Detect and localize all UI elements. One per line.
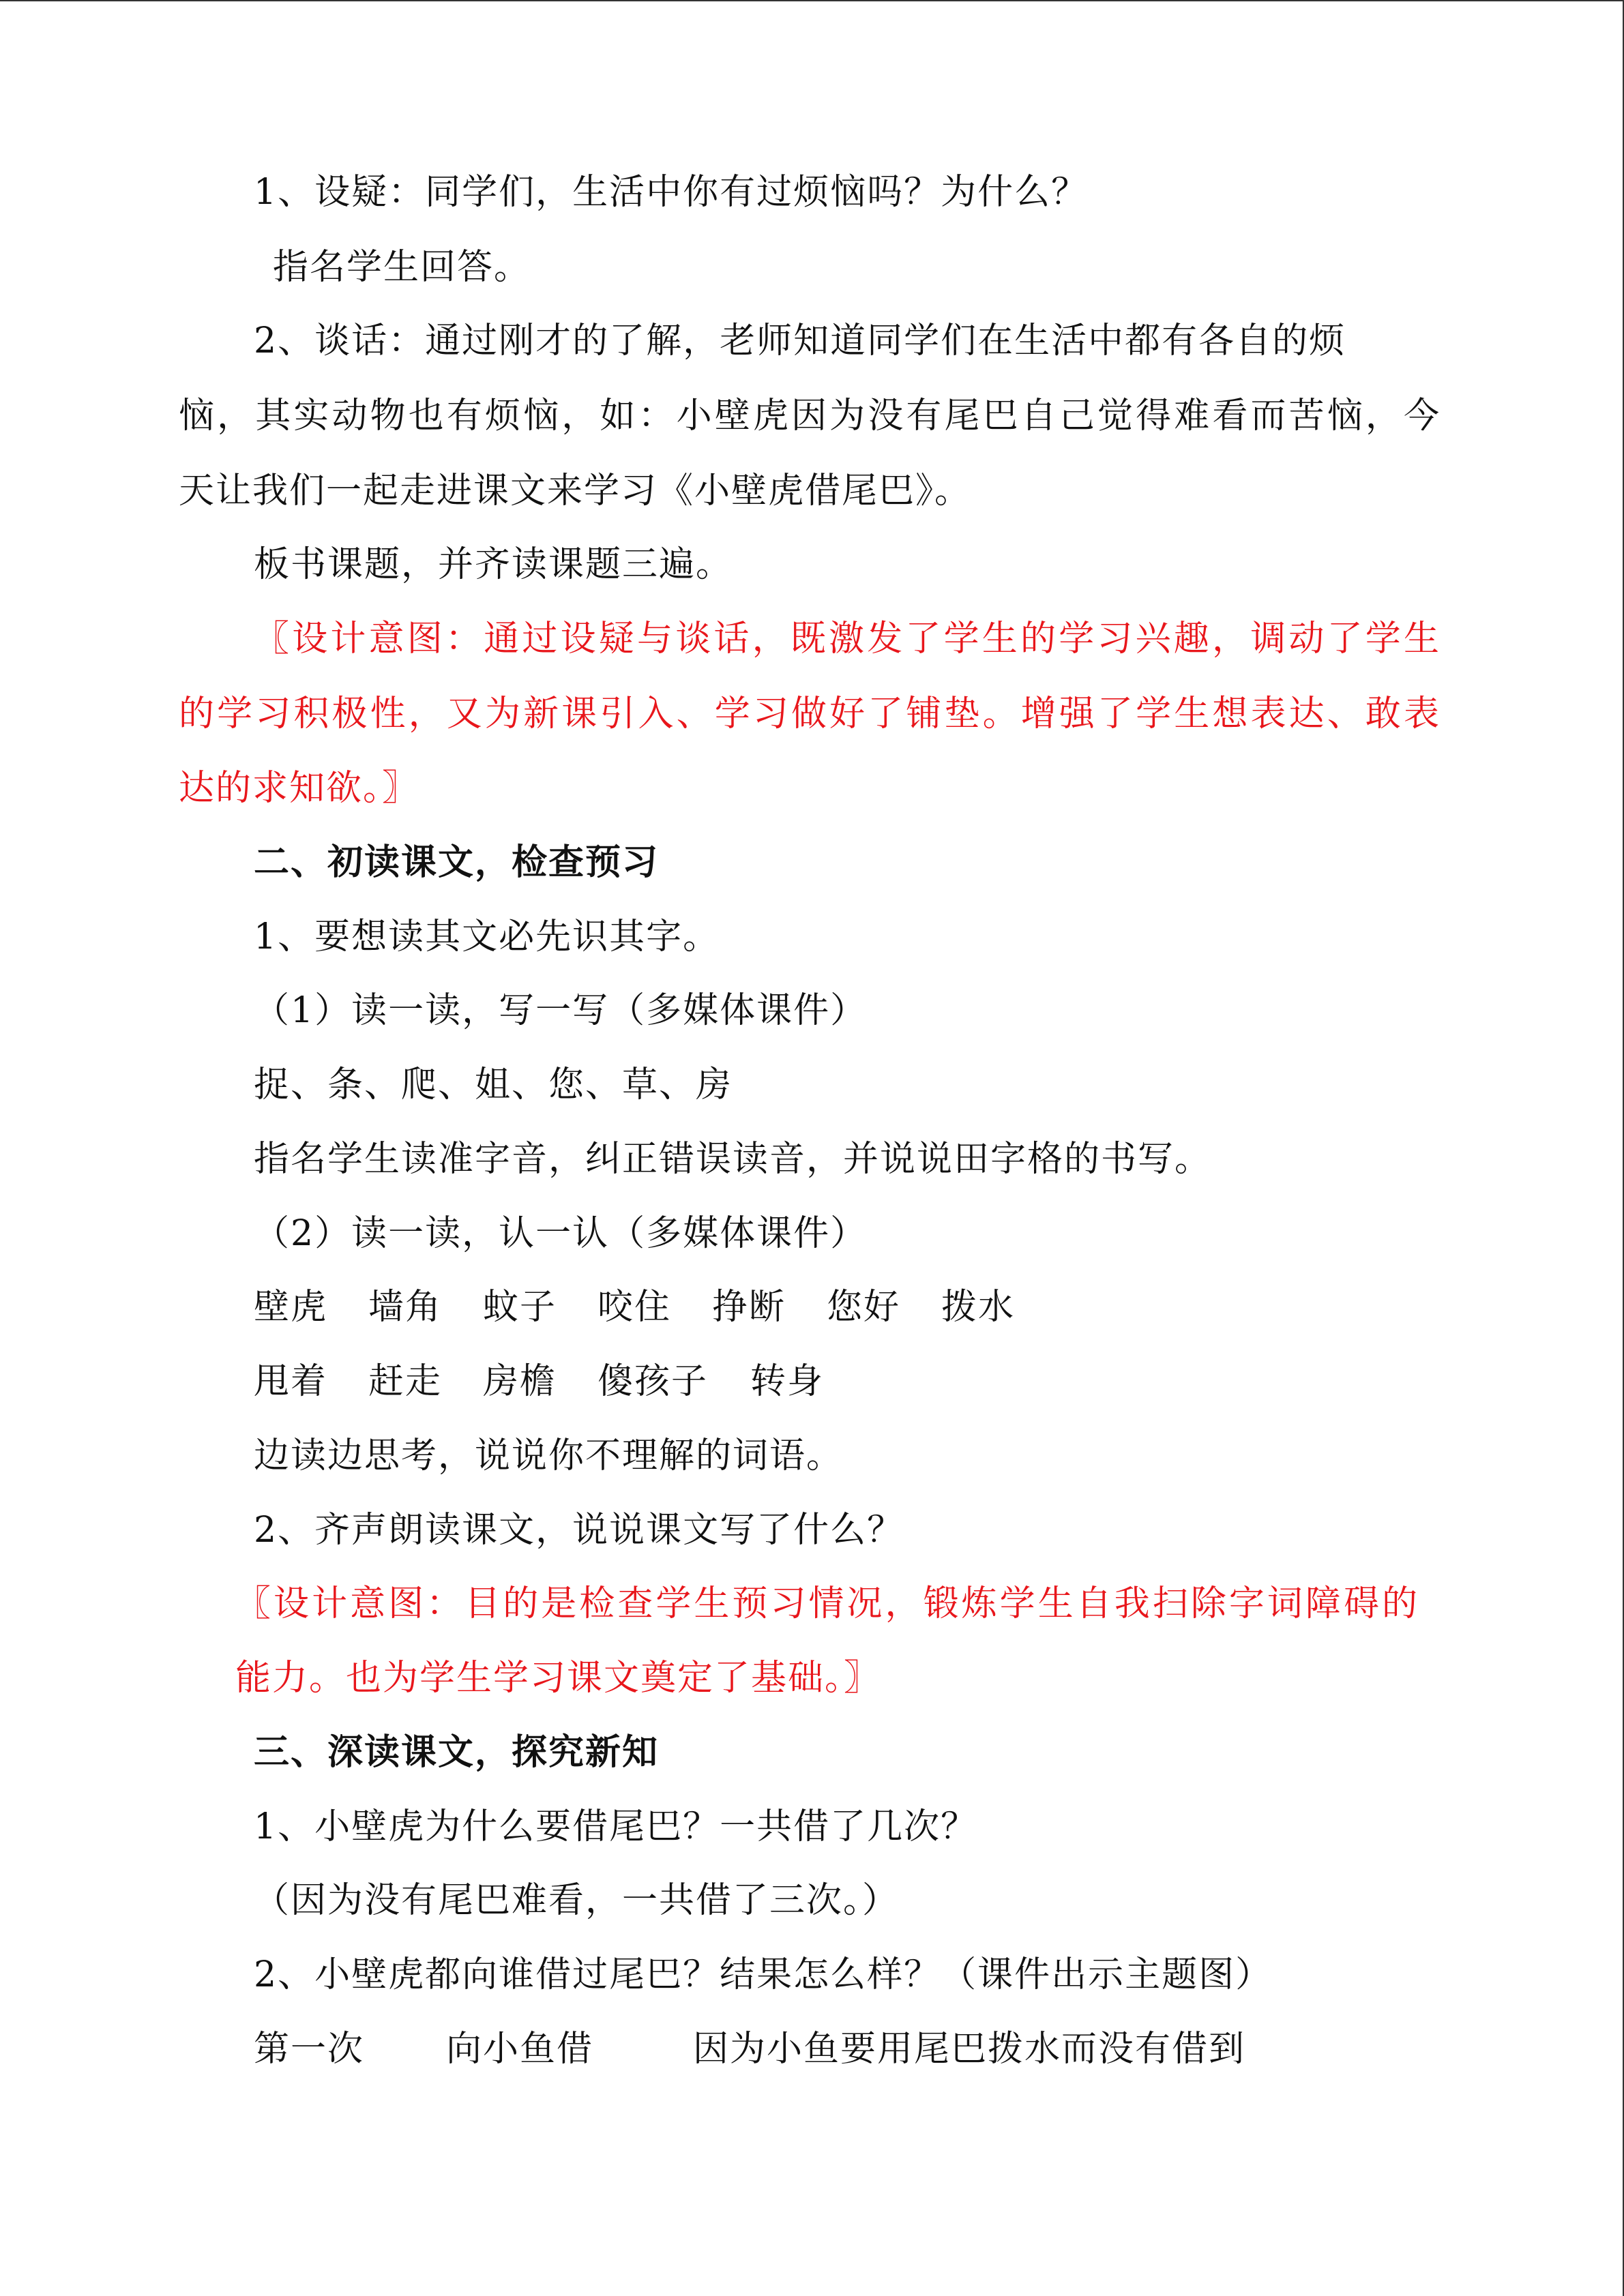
word-item: 您好: [827, 1287, 901, 1328]
borrow-cell: 因为小鱼要用尾巴拨水而没有借到: [693, 2029, 1246, 2070]
word-item: 傻孩子: [597, 1361, 709, 1402]
section-2-chars: 捉、条、爬、姐、您、草、房: [254, 1064, 733, 1105]
section-2-item-2: 2、齐声朗读课文，说说课文写了什么？: [254, 1510, 904, 1551]
section-2-sub-1: （1）读一读，写一写（多媒体课件）: [254, 990, 868, 1031]
intro-answer-1: 指名学生回答。: [273, 247, 531, 288]
word-item: 咬住: [597, 1287, 672, 1328]
intro-design-note-line-2: 的学习积极性，又为新课引入、学习做好了铺垫。增强了学生想表达、敢表: [179, 694, 1441, 734]
section-3-question-1: 1、小壁虎为什么要借尾巴？一共借了几次？: [254, 1806, 978, 1847]
section-2-think: 边读边思考，说说你不理解的词语。: [254, 1435, 844, 1476]
section-3-heading: 三、深读课文，探究新知: [254, 1731, 660, 1773]
intro-talk-line-2: 恼，其实动物也有烦恼，如：小壁虎因为没有尾巴自己觉得难看而苦恼，今: [179, 396, 1441, 436]
intro-design-note-line-3: 达的求知欲。〗: [179, 768, 419, 809]
word-item: 拨水: [941, 1287, 1016, 1328]
word-item: 赶走: [368, 1361, 443, 1402]
section-3-question-2: 2、小壁虎都向谁借过尾巴？结果怎么样？（课件出示主题图）: [254, 1954, 1273, 1995]
section-3-answer-1: （因为没有尾巴难看，一共借了三次。）: [254, 1880, 900, 1921]
intro-design-note-line-1: 〖设计意图：通过设疑与谈话，既激发了学生的学习兴趣，调动了学生: [254, 618, 1441, 659]
borrow-cell: 第一次: [254, 2029, 365, 2070]
intro-talk-line-1: 2、谈话：通过刚才的了解，老师知道同学们在生活中都有各自的烦: [254, 320, 1346, 361]
section-2-design-note-line-1: 〖设计意图：目的是检查学生预习情况，锻炼学生自我扫除字词障碍的: [235, 1583, 1419, 1624]
section-2-heading: 二、初读课文，检查预习: [254, 841, 660, 883]
intro-board: 板书课题，并齐读课题三遍。: [254, 544, 733, 585]
borrow-cell: 向小鱼借: [446, 2029, 594, 2070]
word-item: 房檐: [483, 1361, 557, 1402]
word-item: 甩着: [254, 1361, 328, 1402]
word-item: 墙角: [368, 1287, 443, 1328]
word-item: 蚊子: [483, 1287, 557, 1328]
section-2-item-1: 1、要想读其文必先识其字。: [254, 916, 720, 957]
word-item: 转身: [750, 1361, 825, 1402]
word-item: 挣断: [712, 1287, 786, 1328]
section-2-sub-2: （2）读一读，认一认（多媒体课件）: [254, 1213, 868, 1254]
intro-question-1: 1、设疑：同学们，生活中你有过烦恼吗？为什么？: [254, 172, 1089, 213]
section-2-design-note-line-2: 能力。也为学生学习课文奠定了基础。〗: [235, 1658, 881, 1699]
word-item: 壁虎: [254, 1287, 328, 1328]
section-2-instruction: 指名学生读准字音，纠正错误读音，并说说田字格的书写。: [254, 1139, 1212, 1180]
intro-talk-line-3: 天让我们一起走进课文来学习《小壁虎借尾巴》。: [179, 471, 972, 511]
